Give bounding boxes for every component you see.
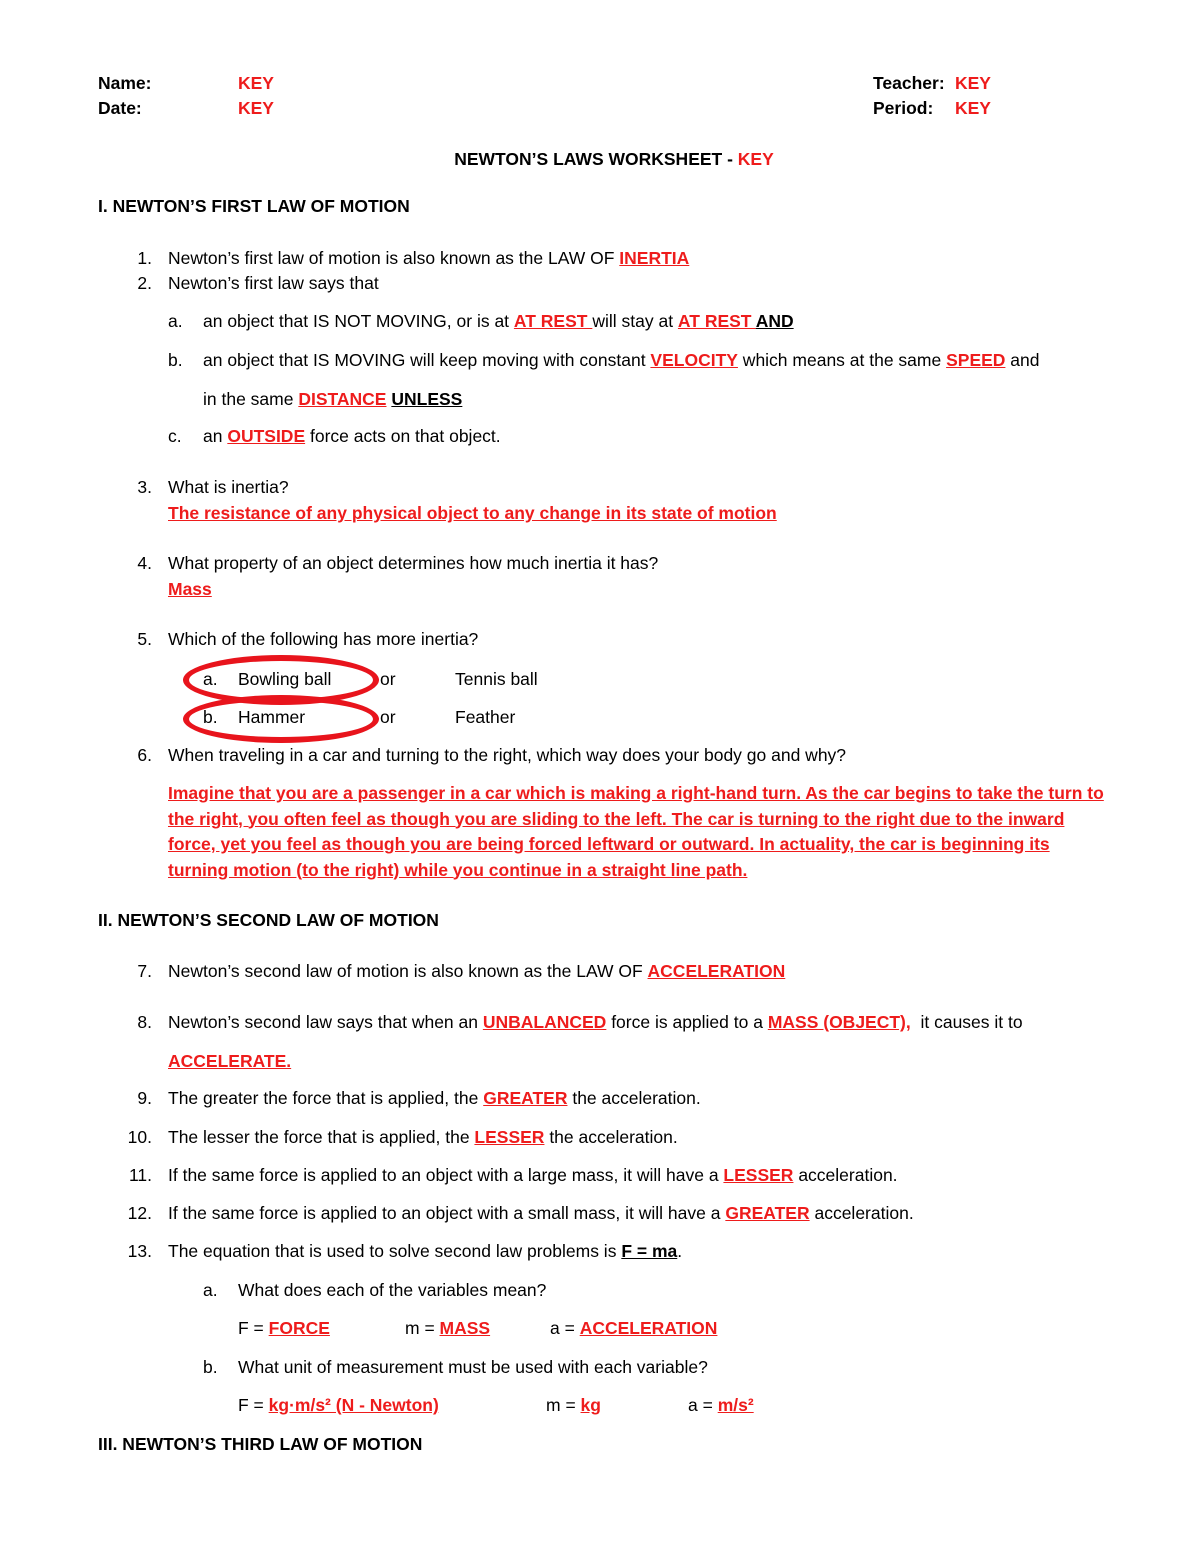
date-value: KEY [238,98,274,118]
question-number: 11. [128,1165,152,1185]
question-2: Newton’s first law says that [168,273,379,293]
question-number: 2. [137,273,152,293]
sub-letter: a. [203,1280,218,1300]
answer: AT REST [513,311,593,331]
question-text: in the same [203,389,299,409]
question-number: 13. [127,1241,152,1261]
question-text: an [203,426,228,446]
or-text: or [380,669,396,689]
question-text: force is applied to a [606,1012,768,1032]
question-text: force acts on that object. [305,426,501,446]
question-number: 9. [137,1088,152,1108]
variable-label: m = [546,1395,581,1415]
title-text: NEWTON’S LAWS WORKSHEET - [454,149,738,169]
question-text: The greater the force that is applied, the [168,1088,484,1108]
answer: AT REST [677,311,756,331]
question-number: 7. [137,961,152,981]
answer: INERTIA [619,248,690,268]
answer: MASS (OBJECT), [767,1012,911,1032]
answer: F = ma [621,1241,678,1261]
option-bowling-ball: Bowling ball [238,669,332,689]
variable-label: m = [405,1318,440,1338]
name-value: KEY [238,73,274,93]
teacher-value: KEY [955,73,991,93]
question-13 [168,1243,682,1261]
answer: LESSER [723,1165,794,1185]
option-tennis-ball: Tennis ball [455,669,538,689]
teacher-label: Teacher: [873,73,945,93]
question-text: Newton’s second law of motion is also known as the LAW OF [168,961,648,981]
question-number: 10. [127,1127,152,1147]
or-text: or [380,707,396,727]
answer: OUTSIDE [227,426,306,446]
answer: kg [580,1395,601,1415]
answer-8-accelerate: ACCELERATE. [168,1051,292,1071]
page-title [0,151,1200,169]
question-text: it causes it to [910,1012,1023,1032]
question-11 [168,1167,898,1185]
question-text: Newton’s first law of motion is also known as the LAW OF [168,248,620,268]
question-text: If the same force is applied to an object with a large mass, it will have a [168,1165,724,1185]
answer: MASS [439,1318,491,1338]
question-8 [168,1014,1023,1032]
question-7 [168,963,785,981]
question-text: an object that IS NOT MOVING, or is at [203,311,514,331]
answer: DISTANCE [298,389,387,409]
period-value: KEY [955,98,991,118]
mass-variable [405,1320,490,1338]
variable-label: a = [550,1318,580,1338]
question-text: acceleration. [793,1165,898,1185]
variable-label: F = [238,1395,269,1415]
question-number: 4. [137,553,152,573]
answer: UNLESS [391,389,463,409]
answer-6: Imagine that you are a passenger in a car which is making a right-hand turn. As the car begins to take the turn to the right, you often feel as though you are sliding to the left. The car is turning to the right due to the inward force, yet you feel as though you are being forced leftward or outward. In actuality, the car is beginning its turning motion (to the right) while you continue in a straight line path. [168,783,1104,880]
question-number: 5. [137,629,152,649]
mass-unit [546,1397,601,1415]
question-4: What property of an object determines how much inertia it has? [168,553,659,573]
answer-4: Mass [168,579,212,599]
question-text: and [1005,350,1040,370]
question-text: acceleration. [809,1203,914,1223]
option-hammer: Hammer [238,707,306,727]
question-12 [168,1205,914,1223]
sub-letter: b. [203,707,218,727]
acceleration-variable [550,1320,717,1338]
question-3: What is inertia? [168,477,289,497]
name-label: Name: [98,73,152,93]
question-10 [168,1129,678,1147]
question-text: the acceleration. [544,1127,678,1147]
section-3-heading: III. NEWTON’S THIRD LAW OF MOTION [98,1434,423,1454]
question-5: Which of the following has more inertia? [168,629,479,649]
sub-letter: a. [168,311,183,331]
answer: kg·m/s² (N - Newton) [268,1395,439,1415]
sub-letter: a. [203,669,218,689]
answer: ACCELERATION [647,961,786,981]
acceleration-unit [688,1397,754,1415]
force-variable [238,1320,330,1338]
question-2b [203,352,1039,370]
question-number: 6. [137,745,152,765]
answer-3: The resistance of any physical object to any change in its state of motion [168,503,777,523]
question-2c [203,428,501,446]
question-text: an object that IS MOVING will keep moving with constant [203,350,651,370]
answer: VELOCITY [650,350,738,370]
answer: UNBALANCED [482,1012,607,1032]
answer: AND [755,311,794,331]
variable-label: F = [238,1318,269,1338]
period-label: Period: [873,98,934,118]
sub-letter: b. [168,350,183,370]
question-2b-continued [203,391,462,409]
question-text: . [677,1241,683,1261]
question-text: will stay at [592,311,678,331]
question-13b: What unit of measurement must be used with each variable? [238,1357,708,1377]
option-feather: Feather [455,707,516,727]
question-text: Newton’s second law says that when an [168,1012,483,1032]
answer: GREATER [725,1203,810,1223]
answer: GREATER [483,1088,568,1108]
question-13a: What does each of the variables mean? [238,1280,547,1300]
answer: SPEED [946,350,1006,370]
question-text: The equation that is used to solve second law problems is [168,1241,622,1261]
question-text: If the same force is applied to an object with a small mass, it will have a [168,1203,726,1223]
question-text: The lesser the force that is applied, the [168,1127,475,1147]
answer: m/s² [717,1395,754,1415]
question-number: 12. [127,1203,152,1223]
answer: ACCELERATION [579,1318,718,1338]
variable-label: a = [688,1395,718,1415]
question-text: the acceleration. [567,1088,701,1108]
question-number: 8. [137,1012,152,1032]
question-9 [168,1090,701,1108]
section-2-heading: II. NEWTON’S SECOND LAW OF MOTION [98,910,439,930]
answer: LESSER [474,1127,545,1147]
sub-letter: c. [168,426,182,446]
question-number: 3. [137,477,152,497]
question-2a [203,313,794,331]
answer: FORCE [268,1318,330,1338]
section-1-heading: I. NEWTON’S FIRST LAW OF MOTION [98,196,410,216]
force-unit [238,1397,439,1415]
question-1 [168,250,689,268]
question-number: 1. [137,248,152,268]
question-6: When traveling in a car and turning to the right, which way does your body go and why? [168,745,847,765]
sub-letter: b. [203,1357,218,1377]
date-label: Date: [98,98,142,118]
title-key: KEY [737,149,774,169]
question-text: which means at the same [737,350,947,370]
